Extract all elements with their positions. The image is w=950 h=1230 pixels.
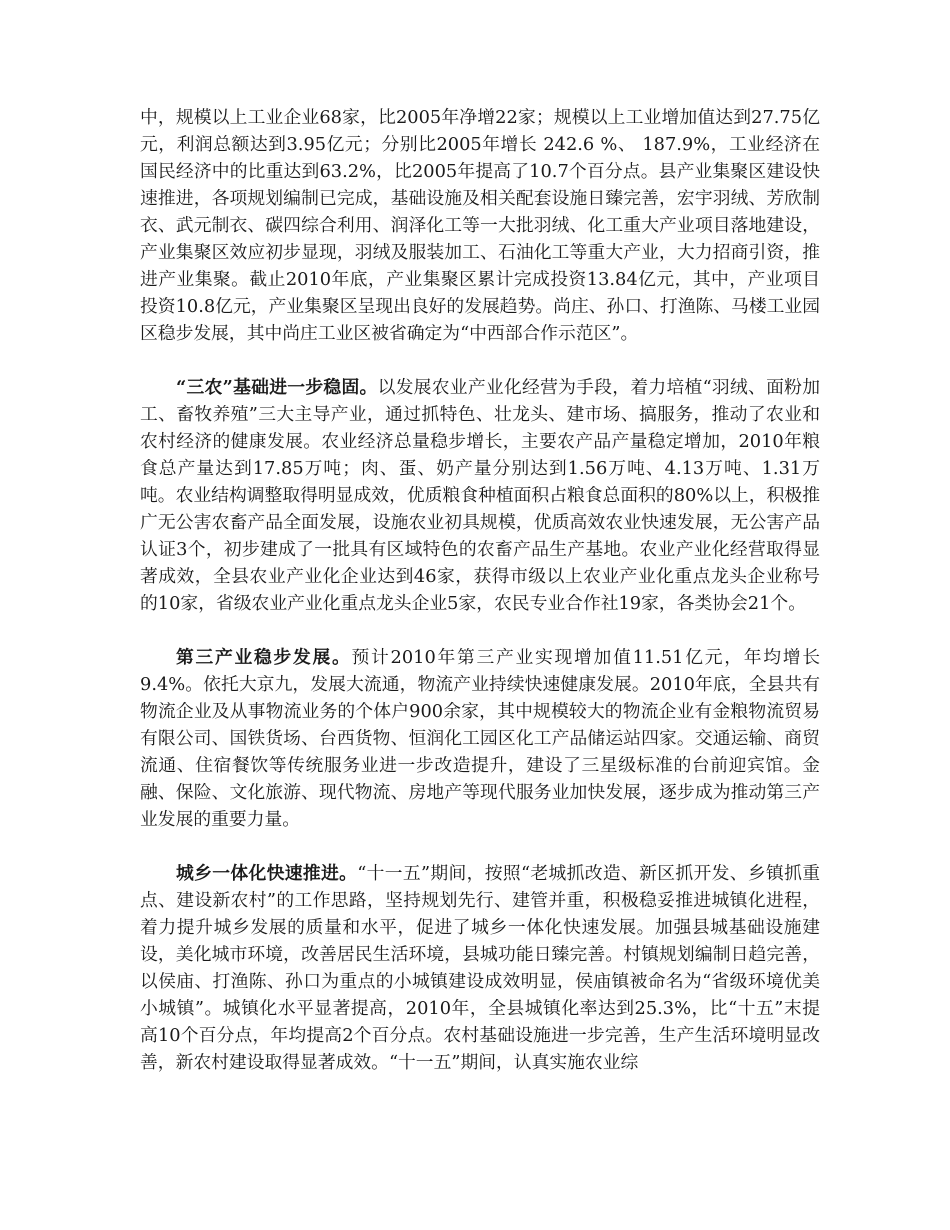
paragraph-text: “十一五”期间，按照“老城抓改造、新区抓开发、乡镇抓重点、建设新农村”的工作思路，坚持规划先行、建管并重，积极稳妥推进城镇化进程，着力提升城乡发展的质量和水平，促进了城乡一体化快速发展。加强县城基础设施建设，美化城市环境，改善居民生活环境，县城功能日臻完善。村镇规划编制日趋完善，以侯庙、打渔陈、孙口为重点的小城镇建设成效明显，侯庙镇被命名为“省级环境优美小城镇”。城镇化水平显著提高，2010年，全县城镇化率达到25.3%，比“十五”末提高10个百分点，年均提高2个百分点。农村基础设施进一步完善，生产生活环境明显改善，新农村建设取得显著成效。“十一五”期间，认真实施农业综 bbox=[140, 863, 820, 1073]
document-body bbox=[140, 104, 820, 1103]
paragraph-tertiary-industry bbox=[140, 644, 820, 833]
paragraph-text: 中，规模以上工业企业68家，比2005年净增22家；规模以上工业增加值达到27.75亿元，利润总额达到3.95亿元；分别比2005年增长 242.6 %、 187.9%，工业经济在国民经济中的比重达到63.2%，比2005年提高了10.7个百分点。县产业集聚区建设快速推进，各项规划编制已完成，基础设施及相关配套设施日臻完善，宏宇羽绒、芳欣制衣、武元制衣、碳四综合利用、润泽化工等一大批羽绒、化工重大产业项目落地建设，产业集聚区效应初步显现，羽绒及服装加工、石油化工等重大产业，大力招商引资，推进产业集聚。截止2010年底，产业集聚区累计完成投资13.84亿元，其中，产业项目投资10.8亿元，产业集聚区呈现出良好的发展趋势。尚庄、孙口、打渔陈、马楼工业园区稳步发展，其中尚庄工业区被省确定为“中西部合作示范区”。 bbox=[140, 107, 820, 344]
paragraph-urban-rural bbox=[140, 860, 820, 1076]
paragraph-industry bbox=[140, 104, 820, 347]
paragraph-heading: 第三产业稳步发展。 bbox=[176, 647, 352, 668]
paragraph-text: 以发展农业产业化经营为手段，着力培植“羽绒、面粉加工、畜牧养殖”三大主导产业，通过抓特色、壮龙头、建市场、搞服务，推动了农业和农村经济的健康发展。农业经济总量稳步增长，主要农产品产量稳定增加，2010年粮食总产量达到17.85万吨；肉、蛋、奶产量分别达到1.56万吨、4.13万吨、1.31万吨。农业结构调整取得明显成效，优质粮食种植面积占粮食总面积的80%以上，积极推广无公害农畜产品全面发展，设施农业初具规模，优质高效农业快速发展，无公害产品认证3个，初步建成了一批具有区域特色的农畜产品生产基地。农业产业化经营取得显著成效，全县农业产业化企业达到46家，获得市级以上农业产业化重点龙头企业称号的10家，省级农业产业化重点龙头企业5家，农民专业合作社19家，各类协会21个。 bbox=[140, 377, 820, 614]
paragraph-agriculture bbox=[140, 374, 820, 617]
paragraph-heading: “三农”基础进一步稳固。 bbox=[176, 377, 378, 398]
paragraph-text: 预计2010年第三产业实现增加值11.51亿元，年均增长9.4%。依托大京九，发展大流通，物流产业持续快速健康发展。2010年底，全县共有物流企业及从事物流业务的个体户900余家，其中规模较大的物流企业有金粮物流贸易有限公司、国铁货场、台西货物、恒润化工园区化工产品储运站四家。交通运输、商贸流通、住宿餐饮等传统服务业进一步改造提升，建设了三星级标准的台前迎宾馆。金融、保险、文化旅游、现代物流、房地产等现代服务业加快发展，逐步成为推动第三产业发展的重要力量。 bbox=[140, 647, 820, 830]
paragraph-heading: 城乡一体化快速推进。 bbox=[176, 863, 358, 884]
